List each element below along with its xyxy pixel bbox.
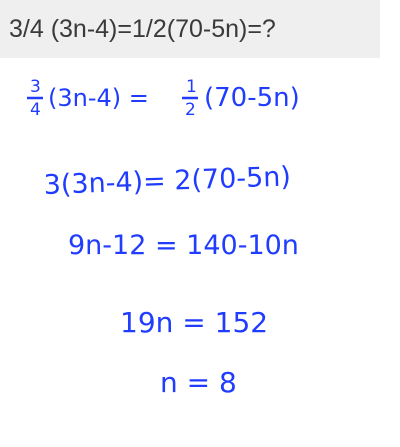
step1-left-denominator: 4 [30, 100, 41, 120]
step1-left-numerator: 3 [30, 77, 41, 97]
step-3: 9n-12 = 140-10n [68, 230, 299, 261]
step1-left-expression: (3n-4) = [48, 84, 149, 112]
step-1 [27, 77, 300, 120]
question-bar [0, 0, 380, 58]
step-2: 3(3n-4)= 2(70-5n) [43, 161, 292, 201]
handwritten-solution [0, 58, 400, 447]
question-text: 3/4 (3n-4)=1/2(70-5n)=? [9, 14, 276, 43]
solution-svg [0, 58, 400, 447]
step-4: 19n = 152 [120, 306, 269, 339]
step1-right-denominator: 2 [185, 100, 196, 120]
step1-right-numerator: 1 [186, 77, 197, 97]
step1-right-expression: (70-5n) [204, 83, 300, 113]
step-5: n = 8 [160, 366, 237, 399]
